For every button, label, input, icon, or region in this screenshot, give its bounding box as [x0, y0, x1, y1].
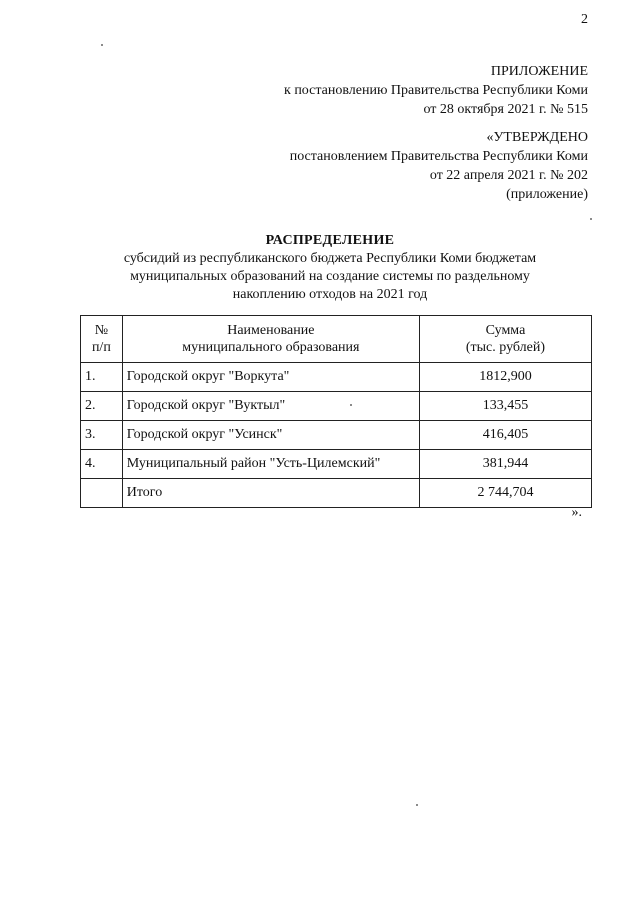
row-name: Итого [122, 479, 419, 508]
row-number: 3. [81, 421, 123, 450]
table-row [81, 363, 592, 392]
header-sum-line-2: (тыс. рублей) [465, 340, 546, 355]
table-header-row [81, 316, 592, 363]
header-number [81, 316, 123, 363]
row-name: Муниципальный район "Усть-Цилемский" [122, 450, 419, 479]
scan-speck [416, 804, 418, 806]
row-name: Городской округ "Вуктыл" [122, 392, 419, 421]
title-line-1: субсидий из республиканского бюджета Республики Коми бюджетам [123, 251, 537, 266]
approved-date: от 22 апреля 2021 г. № 202 [429, 168, 588, 183]
header-sum [419, 316, 591, 363]
row-sum: 1812,900 [419, 363, 591, 392]
header-number-symbol: № [94, 323, 109, 338]
row-sum: 381,944 [419, 450, 591, 479]
row-name: Городской округ "Воркута" [122, 363, 419, 392]
page-number: 2 [581, 12, 588, 27]
document-title [60, 232, 600, 304]
row-number: 2. [81, 392, 123, 421]
row-number: 1. [81, 363, 123, 392]
header-name [122, 316, 419, 363]
appendix-header [284, 62, 588, 119]
approved-label: «УТВЕРЖДЕНО [486, 130, 588, 145]
row-number [81, 479, 123, 508]
approved-note: (приложение) [506, 187, 588, 202]
header-name-line-1: Наименование [227, 323, 315, 338]
approved-decree: постановлением Правительства Республики Коми [289, 149, 588, 164]
row-sum: 416,405 [419, 421, 591, 450]
scan-speck [101, 44, 103, 46]
scan-speck [350, 404, 352, 406]
title-heading: РАСПРЕДЕЛЕНИЕ [265, 233, 395, 248]
closing-quote: ». [571, 505, 582, 520]
table-row [81, 450, 592, 479]
header-sum-line-1: Сумма [485, 323, 526, 338]
row-sum: 2 744,704 [419, 479, 591, 508]
distribution-table [80, 315, 592, 508]
appendix-date: от 28 октября 2021 г. № 515 [423, 102, 588, 117]
appendix-label: ПРИЛОЖЕНИЕ [490, 64, 588, 79]
row-name: Городской округ "Усинск" [122, 421, 419, 450]
title-line-2: муниципальных образований на создание системы по раздельному [130, 269, 530, 284]
row-sum: 133,455 [419, 392, 591, 421]
header-name-line-2: муниципального образования [182, 340, 360, 355]
approved-header [290, 128, 588, 204]
appendix-decree: к постановлению Правительства Республики Коми [284, 83, 588, 98]
header-number-label: п/п [91, 340, 111, 355]
table-total-row [81, 479, 592, 508]
table-row [81, 421, 592, 450]
row-number: 4. [81, 450, 123, 479]
scan-speck [590, 218, 592, 220]
title-line-3: накоплению отходов на 2021 год [232, 287, 428, 302]
table-row [81, 392, 592, 421]
